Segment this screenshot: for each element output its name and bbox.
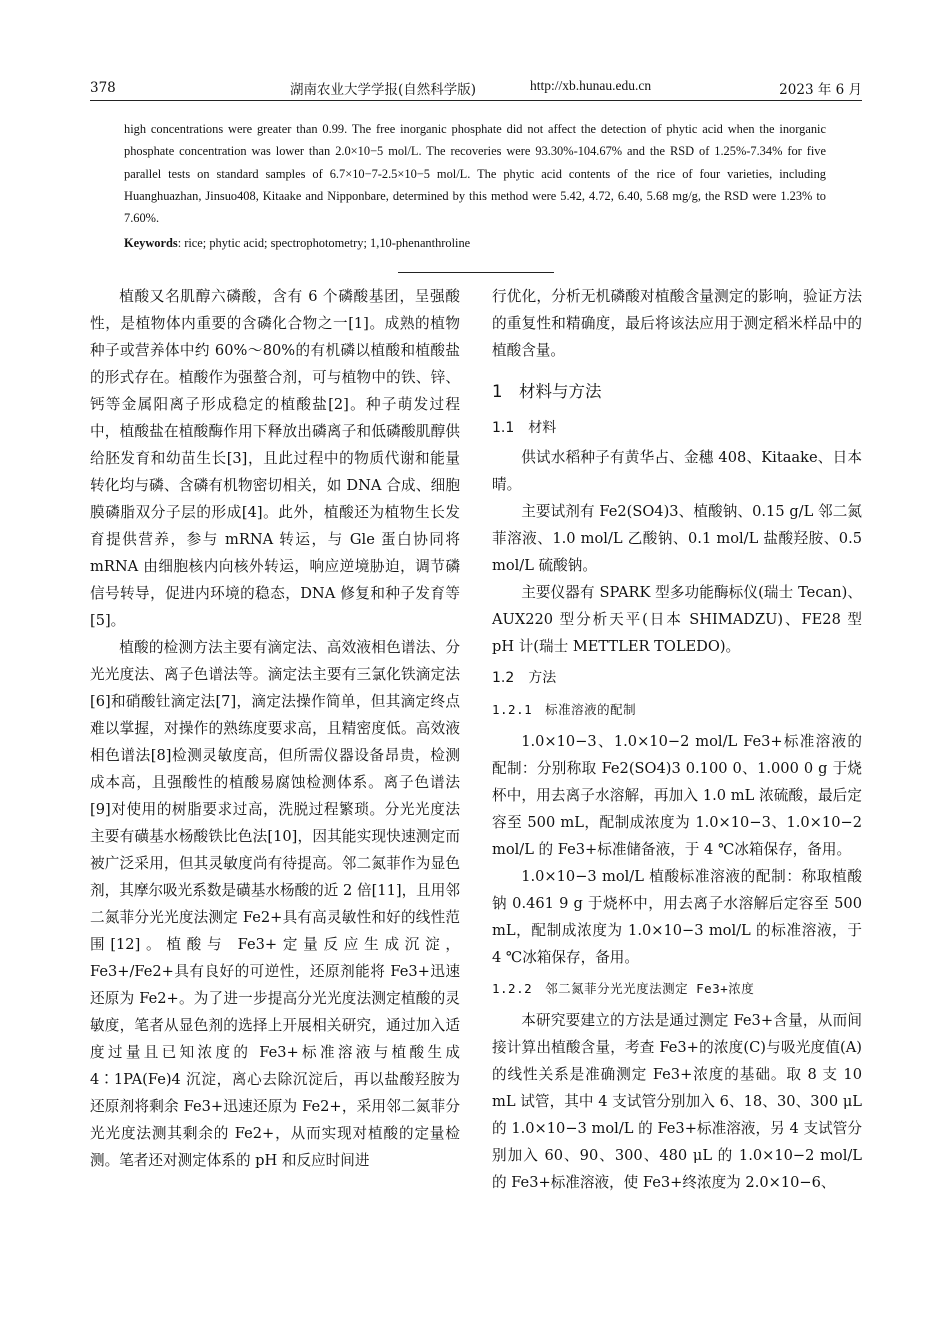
keywords-label: Keywords [124, 236, 178, 251]
section-divider [398, 272, 554, 273]
english-abstract [124, 118, 826, 255]
intro-paragraph-2: 植酸的检测方法主要有滴定法、高效液相色谱法、分光光度法、离子色谱法等。滴定法主要有三氯化铁滴定法[6]和硝酸钍滴定法[7]，滴定法操作简单，但其滴定终点难以掌握，对操作的熟练度要求高，且精密度低。高效液相色谱法[8]检测灵敏度高，但所需仪器设备昂贵，检测成本高，且强酸性的植酸易腐蚀检测体系。离子色谱法[9]对使用的树脂要求过高，洗脱过程繁琐。分光光度法主要有磺基水杨酸铁比色法[10]，因其能实现快速测定而被广泛采用，但其灵敏度尚有待提高。邻二氮菲作为显色剂，其摩尔吸光系数是磺基水杨酸的近 2 倍[11]，且用邻二氮菲分光光度法测定 Fe2+具有高灵敏性和好的线性范围[12]。植酸与 Fe3+定量反应生成沉淀，Fe3+/Fe2+具有良好的可逆性，还原剂能将 Fe3+迅速还原为 Fe2+。为了进一步提高分光光度法测定植酸的灵敏度，笔者从显色剂的选择上开展相关研究，通过加入适度过量且已知浓度的 Fe3+标准溶液与植酸生成 4∶1PA(Fe)4 沉淀，离心去除沉淀后，再以盐酸羟胺为还原剂将剩余 Fe3+迅速还原为 Fe2+，采用邻二氮菲分光光度法测其剩余的 Fe2+，从而实现对植酸的定量检测。笔者还对测定体系的 pH 和反应时间进 [90, 639, 460, 1169]
issue-date: 2023 年 6 月 [779, 82, 862, 98]
section-heading-materials-methods: 1 材料与方法 [492, 382, 602, 401]
page-number: 378 [90, 80, 116, 96]
journal-title: 湖南农业大学学报(自然科学版) [290, 82, 477, 98]
subsection-heading-methods: 1.2 方法 [492, 670, 557, 686]
fe-standard-paragraph: 1.0×10−3、1.0×10−2 mol/L Fe3+标准溶液的配制：分别称取 Fe2(SO4)3 0.100 0、1.000 0 g 于烧杯中，用去离子水溶解，再加入 1.0 mL 浓硫酸，最后定容至 500 mL，配制成浓度为 1.0×10−3、1.0×10−2 mol/L 的 Fe3+标准储备液，于 4 ℃冰箱保存，备用。 [492, 733, 862, 858]
journal-url[interactable]: http://xb.hunau.edu.cn [530, 78, 652, 93]
instruments-paragraph: 主要仪器有 SPARK 型多功能酶标仪(瑞士 Tecan)、AUX220 型分析天平(日本 SHIMADZU)、FE28 型 pH 计(瑞士 METTLER TOLEDO)。 [492, 584, 862, 655]
left-column [90, 283, 460, 1174]
phytic-acid-standard-paragraph: 1.0×10−3 mol/L 植酸标准溶液的配制：称取植酸钠 0.461 9 g 于烧杯中，用去离子水溶解后定容至 500 mL，配制成浓度为 1.0×10−3 mol/L 的标准溶液，于 4 ℃冰箱保存，备用。 [492, 868, 862, 966]
subsubsection-heading-phenanthroline-method: 1.2.2 邻二氮菲分光光度法测定 Fe3+浓度 [492, 981, 755, 996]
subsubsection-heading-standard-solutions: 1.2.1 标准溶液的配制 [492, 702, 637, 717]
keywords-list: : rice; phytic acid; spectrophotometry; 1,10-phenanthroline [177, 236, 471, 251]
method-paragraph: 本研究要建立的方法是通过测定 Fe3+含量，从而间接计算出植酸含量，考查 Fe3+的浓度(C)与吸光度值(A)的线性关系是准确测定 Fe3+浓度的基础。取 8 支 10 mL 试管，其中 4 支试管分别加入 6、18、30、300 μL 的 1.0×10−3 mol/L 的 Fe3+标准溶液，另 4 支试管分别加入 60、90、300、480 μL 的 1.0×10−2 mol/L 的 Fe3+标准溶液，使 Fe3+终浓度为 2.0×10−6、 [492, 1012, 862, 1191]
running-header [90, 76, 862, 101]
intro-paragraph-1: 植酸又名肌醇六磷酸，含有 6 个磷酸基团，呈强酸性，是植物体内重要的含磷化合物之一[1]。成熟的植物种子或营养体中约 60%～80%的有机磷以植酸和植酸盐的形式存在。植酸作为强螯合剂，可与植物中的铁、锌、钙等金属阳离子形成稳定的植酸盐[2]。种子萌发过程中，植酸盐在植酸酶作用下释放出磷离子和低磷酸肌醇供给胚发育和幼苗生长[3]，且此过程中的物质代谢和能量转化均与磷、含磷有机物密切相关，如 DNA 合成、细胞膜磷脂双分子层的形成[4]。此外，植酸还为植物生长发育提供营养，参与 mRNA 转运，与 Gle 蛋白协同将 mRNA 由细胞核内向核外转运，响应逆境胁迫，调节磷信号转导，促进内环境的稳态，DNA 修复和种子发育等[5]。 [90, 288, 460, 629]
subsection-heading-materials: 1.1 材料 [492, 420, 557, 436]
reagents-paragraph: 主要试剂有 Fe2(SO4)3、植酸钠、0.15 g/L 邻二氮菲溶液、1.0 mol/L 乙酸钠、0.1 mol/L 盐酸羟胺、0.5 mol/L 硫酸钠。 [492, 503, 862, 574]
intro-paragraph-continued: 行优化，分析无机磷酸对植酸含量测定的影响，验证方法的重复性和精确度，最后将该法应用于测定稻米样品中的植酸含量。 [492, 288, 862, 359]
materials-paragraph: 供试水稻种子有黄华占、金穗 408、Kitaake、日本晴。 [492, 449, 862, 493]
keywords-line [124, 232, 826, 254]
right-column [492, 283, 862, 1196]
abstract-text: high concentrations were greater than 0.99. The free inorganic phosphate did not affect the detection of phytic acid when the inorganic phosphate concentration was lower than 2.0×10−5 mol/L. The recoveries were 93.30%-104.67% and the RSD of 1.25%-7.34% for five parallel tests on standard samples of 6.7×10−7-2.5×10−5 mol/L. The phytic acid contents of the rice of four varieties, including Huanghuazhan, Jinsuo408, Kitaake and Nipponbare, determined by this method were 5.42, 4.72, 6.40, 5.68 mg/g, the RSD were 1.23% to 7.60%. [124, 122, 826, 226]
